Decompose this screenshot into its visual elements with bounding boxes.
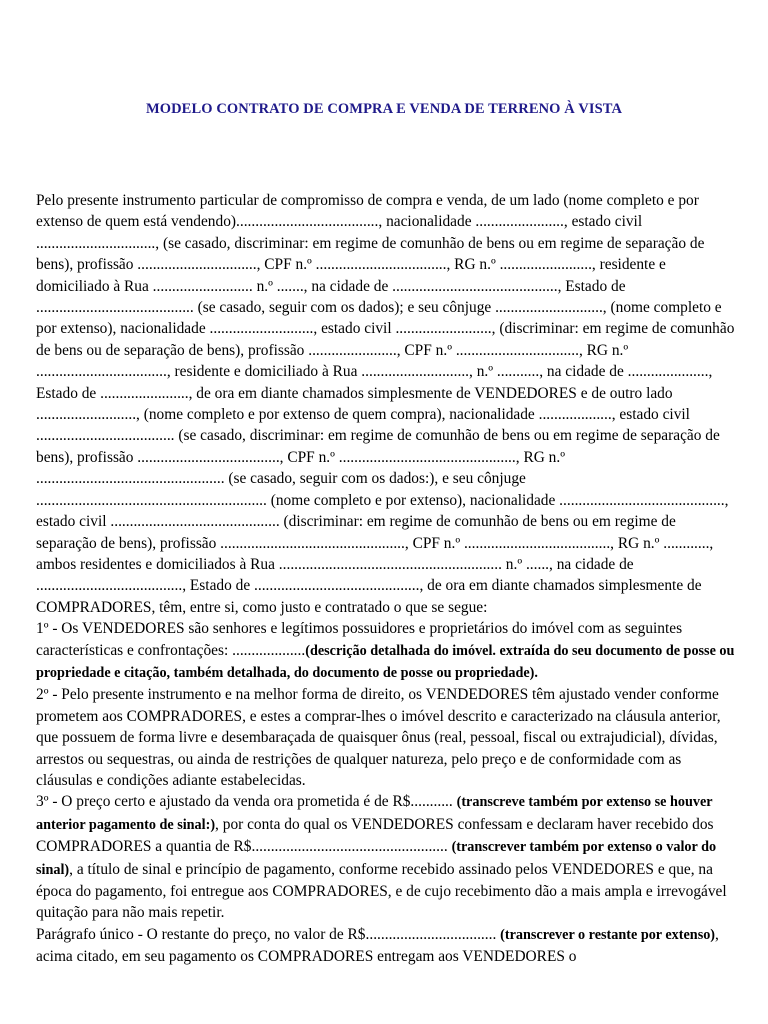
clause-3-quitacao: , a título de sinal e princípio de pagamento, conforme recebido assinado pelos VENDEDORES e que, na época do pagamento, foi entregue aos COMPRADORES, e de cujo recebimento dão a mais ampla e irrevogável quitação para não mais repetir. [36, 860, 727, 922]
clause-1-text: 1º - Os VENDEDORES são senhores e legítimos possuidores e proprietários do imóvel com as seguintes características e confrontações: ................... [36, 620, 683, 659]
clause-1 [36, 618, 736, 684]
document-title: MODELO CONTRATO DE COMPRA E VENDA DE TERRENO À VISTA [145, 101, 623, 117]
paragrafo-unico-text: Parágrafo único - O restante do preço, no valor de R$.................................. [36, 925, 501, 943]
paragrafo-unico-continuation: , acima citado, em seu pagamento os COMPRADORES entregam aos VENDEDORES o [36, 925, 719, 966]
clause-3-instruction-2: (transcrever também por extenso o valor do sinal) [36, 839, 717, 878]
paragrafo-unico-instruction: (transcrever o restante por extenso) [500, 926, 716, 943]
clause-3-sinal: , por conta do qual os VENDEDORES confessam e declaram haver recebido dos COMPRADORES a quantia de R$................................................... [36, 815, 714, 856]
contract-body [36, 190, 736, 968]
clause-1-instruction: (descrição detalhada do imóvel. extraída do seu documento de posse ou propriedade e citação, também detalhada, do documento de posse ou propriedade). [36, 642, 735, 681]
paragrafo-unico [36, 924, 736, 968]
clause-3 [36, 791, 736, 923]
intro-paragraph: Pelo presente instrumento particular de compromisso de compra e venda, de um lado (nome completo e por extenso de quem está vendendo)....................................., nacionalidade ......................., estado civil ..............................., (se casado, discriminar: em regime de comunhão de bens ou em regime de separação de bens), profissão ..............................., CPF n.º .................................., RG n.º ........................, residente e domiciliado à Rua .......................... n.º ......., na cidade de ..........................................., Estado de ......................................... (se casado, seguir com os dados); e seu cônjuge ............................, (nome completo e por extenso), nacionalidade ..........................., estado civil ........................., (discriminar: em regime de comunhão de bens ou de separação de bens), profissão ......................., CPF n.º ................................, RG n.º .................................., residente e domiciliado à Rua ............................, n.º ..........., na cidade de ....................., Estado de ......................., de ora em diante chamados simplesmente de VENDEDORES e de outro lado .........................., (nome completo e por extenso de quem compra), nacionalidade ..................., estado civil .................................... (se casado, discriminar: em regime de comunhão de bens ou em regime de separação de bens), profissão ....................................., CPF n.º .............................................., RG n.º ................................................. (se casado, seguir com os dados:), e seu cônjuge ............................................................ (nome completo e por extenso), nacionalidade ..........................................., estado civil ............................................ (discriminar: em regime de comunhão de bens ou em regime de separação de bens), profissão ................................................, CPF n.º ......................................, RG n.º ............, ambos residentes e domiciliados à Rua .......................................................... n.º ......, na cidade de ......................................, Estado de ..........................................., de ora em diante chamados simplesmente de COMPRADORES, têm, entre si, como justo e contratado o que se segue: [36, 192, 735, 616]
clause-3-instruction-1: (transcreve também por extenso se houver anterior pagamento de sinal:) [36, 794, 713, 833]
clause-2: 2º - Pelo presente instrumento e na melhor forma de direito, os VENDEDORES têm ajustado vender conforme prometem aos COMPRADORES, e estes a comprar-lhes o imóvel descrito e caracterizado na cláusula anterior, que possuem de forma livre e desembaraçada de quaisquer ônus (real, pessoal, fiscal ou extrajudicial), dívidas, arrestos ou sequestras, ou ainda de restrições de qualquer natureza, pelo preço e de conformidade com as cláusulas e condições adiante estabelecidas. [36, 686, 721, 789]
clause-3-price: 3º - O preço certo e ajustado da venda ora prometida é de R$........... [36, 793, 457, 811]
